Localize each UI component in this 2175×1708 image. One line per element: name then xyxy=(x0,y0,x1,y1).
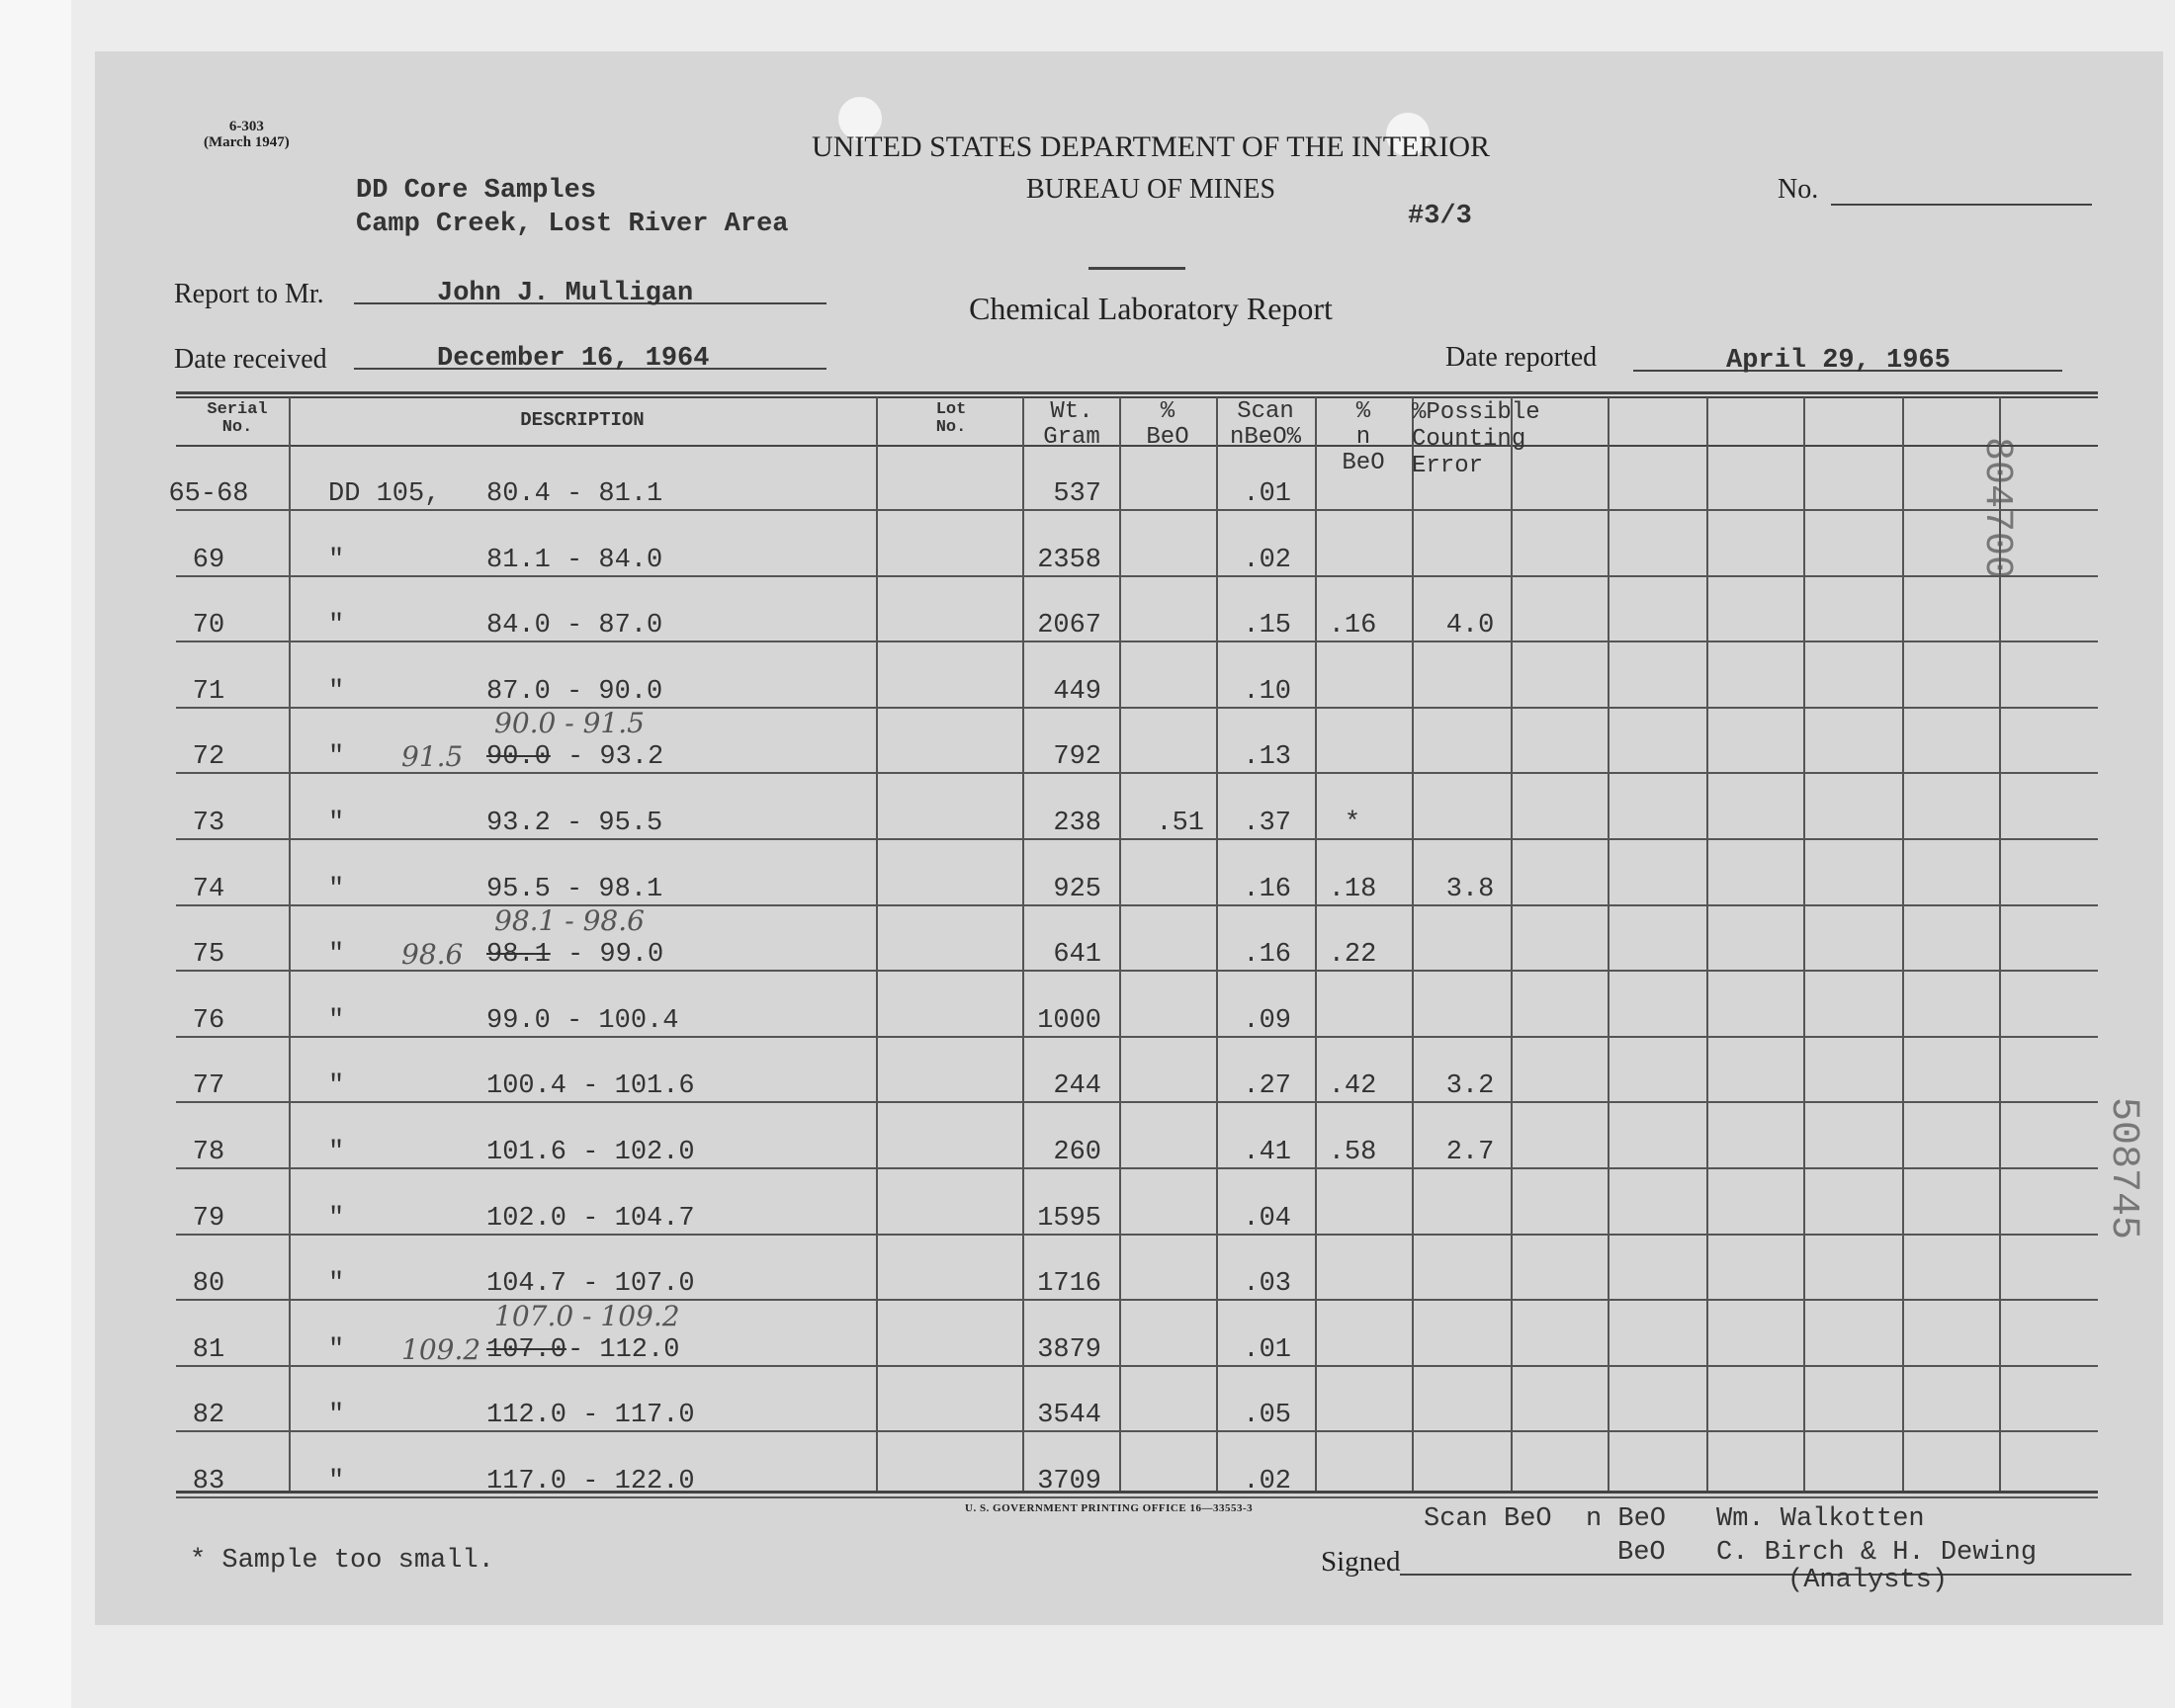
cell-weight: 1716 xyxy=(1037,1269,1101,1299)
cell-hole: " xyxy=(328,809,345,838)
col-header-serial: Serial No. xyxy=(207,400,268,437)
cell-serial: 69 xyxy=(192,546,225,575)
col-header-error: %Possible Counting Error xyxy=(1412,399,1540,479)
table-top-rule xyxy=(176,396,2098,398)
cell-serial: 80 xyxy=(192,1269,225,1299)
cell-range-struck: 98.1 xyxy=(486,940,551,970)
cell-weight: 244 xyxy=(1053,1071,1101,1101)
cell-serial: 65-68 xyxy=(168,479,249,509)
project-line-1: DD Core Samples xyxy=(356,176,597,206)
cell-hole: " xyxy=(328,1138,345,1167)
cell-weight: 641 xyxy=(1053,940,1101,970)
cell-scan: .41 xyxy=(1243,1138,1291,1167)
col-header-beo: % BeO xyxy=(1146,398,1189,451)
row-rule xyxy=(176,904,2098,906)
col-header-nbeo: % n BeO xyxy=(1342,398,1385,476)
row-rule xyxy=(176,1167,2098,1169)
cell-range: 112.0 - 117.0 xyxy=(486,1401,695,1430)
cell-range: 102.0 - 104.7 xyxy=(486,1204,695,1234)
cell-nbeo: .16 xyxy=(1328,611,1377,640)
cell-serial: 79 xyxy=(192,1204,225,1234)
cell-weight: 3709 xyxy=(1037,1467,1101,1496)
cell-range: 104.7 - 107.0 xyxy=(486,1269,695,1299)
cell-scan: .01 xyxy=(1243,479,1291,509)
column-divider xyxy=(1022,397,1024,1491)
cell-hole: " xyxy=(328,1467,345,1496)
report-title: Chemical Laboratory Report xyxy=(969,291,1333,326)
cell-serial: 72 xyxy=(192,742,225,772)
signed-label: Signed xyxy=(1321,1546,1401,1578)
cell-range: 100.4 - 101.6 xyxy=(486,1071,695,1101)
cell-scan: .16 xyxy=(1243,940,1291,970)
cell-range: 99.0 - 100.4 xyxy=(486,1006,679,1036)
cell-scan: .10 xyxy=(1243,677,1291,707)
cell-serial: 75 xyxy=(192,940,225,970)
cell-serial: 82 xyxy=(192,1401,225,1430)
cell-hole: " xyxy=(328,940,345,970)
row-rule xyxy=(176,1430,2098,1432)
col-header-lot: Lot No. xyxy=(935,400,967,437)
cell-scan: .04 xyxy=(1243,1204,1291,1234)
cell-error: 3.8 xyxy=(1445,875,1495,904)
cell-scan: .09 xyxy=(1243,1006,1291,1036)
column-divider xyxy=(1608,397,1610,1491)
row-rule xyxy=(176,1496,2098,1498)
cell-hole: " xyxy=(328,1401,345,1430)
cell-error: 4.0 xyxy=(1445,611,1495,640)
cell-serial: 70 xyxy=(192,611,225,640)
cell-scan: .15 xyxy=(1243,611,1291,640)
cell-serial: 77 xyxy=(192,1071,225,1101)
cell-weight: 3879 xyxy=(1037,1335,1101,1365)
cell-hole: " xyxy=(328,742,345,772)
cell-range: 80.4 - 81.1 xyxy=(486,479,663,509)
cell-scan: .01 xyxy=(1243,1335,1291,1365)
col-header-weight: Wt. Gram xyxy=(1043,398,1100,451)
cell-nbeo: .22 xyxy=(1328,940,1377,970)
analyst-name-1: Wm. Walkotten xyxy=(1716,1504,1925,1534)
cell-weight: 2358 xyxy=(1037,546,1101,575)
cell-hole: " xyxy=(328,1006,345,1036)
project-info xyxy=(356,174,788,241)
column-divider xyxy=(289,397,291,1491)
col-header-scan: Scan nBeO% xyxy=(1229,398,1301,451)
cell-range: - 112.0 xyxy=(567,1335,680,1365)
table-top-rule xyxy=(176,391,2098,394)
cell-hole: " xyxy=(328,875,345,904)
cell-scan: .05 xyxy=(1243,1401,1291,1430)
footnote: * Sample too small. xyxy=(190,1546,494,1576)
row-rule xyxy=(176,1036,2098,1038)
cell-scan: .13 xyxy=(1243,742,1291,772)
cell-range: 93.2 - 95.5 xyxy=(486,809,663,838)
col-header-description: DESCRIPTION xyxy=(520,409,645,431)
cell-range: 87.0 - 90.0 xyxy=(486,677,663,707)
cell-nbeo: .58 xyxy=(1328,1138,1377,1167)
row-rule xyxy=(176,838,2098,840)
cell-range-struck: 90.0 xyxy=(486,742,551,772)
cell-serial: 74 xyxy=(192,875,225,904)
analyst-method-2: n BeO xyxy=(1586,1504,1667,1534)
no-label: No. xyxy=(1778,174,1819,205)
column-divider xyxy=(1216,397,1218,1491)
cell-scan: .02 xyxy=(1243,1467,1291,1496)
cell-range: - 99.0 xyxy=(567,940,664,970)
cell-weight: 260 xyxy=(1053,1138,1101,1167)
signature-line xyxy=(1400,1574,2132,1576)
cell-scan: .02 xyxy=(1243,546,1291,575)
department-heading: UNITED STATES DEPARTMENT OF THE INTERIOR xyxy=(811,130,1491,163)
handwritten-range: 98.1 - 98.6 xyxy=(494,904,645,937)
stamp-top: 804700 xyxy=(1974,437,2019,580)
column-divider xyxy=(1706,397,1708,1491)
project-line-2: Camp Creek, Lost River Area xyxy=(356,210,789,239)
cell-range: - 93.2 xyxy=(567,742,664,772)
no-field xyxy=(1831,204,2092,206)
form-number xyxy=(204,119,290,150)
cell-hole: " xyxy=(328,677,345,707)
date-received-value: December 16, 1964 xyxy=(437,344,710,374)
printing-office: U. S. GOVERNMENT PRINTING OFFICE 16—33553-3 xyxy=(965,1502,1254,1514)
column-divider xyxy=(1511,397,1513,1491)
sheet-number: #3/3 xyxy=(1408,202,1472,231)
column-divider xyxy=(1119,397,1121,1491)
cell-weight: 2067 xyxy=(1037,611,1101,640)
analyst-name-2: C. Birch & H. Dewing xyxy=(1716,1538,2038,1568)
cell-weight: 1000 xyxy=(1037,1006,1101,1036)
cell-serial: 71 xyxy=(192,677,225,707)
cell-weight: 537 xyxy=(1053,479,1101,509)
table-bottom-rule xyxy=(176,1491,2098,1494)
column-divider xyxy=(1999,397,2001,1491)
cell-hole: " xyxy=(328,1335,345,1365)
analyst-method-1: Scan BeO xyxy=(1424,1504,1552,1534)
column-divider xyxy=(1902,397,1904,1491)
cell-weight: 3544 xyxy=(1037,1401,1101,1430)
cell-scan: .37 xyxy=(1243,809,1291,838)
cell-nbeo: * xyxy=(1344,809,1361,838)
cell-error: 3.2 xyxy=(1445,1071,1495,1101)
handwritten-correction: 109.2 xyxy=(401,1333,481,1366)
handwritten-range: 90.0 - 91.5 xyxy=(494,707,645,739)
handwritten-correction: 98.6 xyxy=(401,938,464,971)
cell-serial: 81 xyxy=(192,1335,225,1365)
row-rule xyxy=(176,707,2098,709)
cell-range: 84.0 - 87.0 xyxy=(486,611,663,640)
cell-range: 95.5 - 98.1 xyxy=(486,875,663,904)
form-date: (March 1947) xyxy=(204,134,290,150)
bureau-heading: BUREAU OF MINES xyxy=(1025,174,1276,205)
date-reported-label: Date reported xyxy=(1445,342,1598,373)
cell-error: 2.7 xyxy=(1445,1138,1495,1167)
row-rule xyxy=(176,1101,2098,1103)
cell-hole: " xyxy=(328,546,345,575)
cell-weight: 238 xyxy=(1053,809,1101,838)
cell-range-struck: 107.0 xyxy=(486,1335,567,1365)
cell-serial: 73 xyxy=(192,809,225,838)
cell-beo: .51 xyxy=(1156,809,1204,838)
report-form xyxy=(95,51,2163,1625)
cell-weight: 925 xyxy=(1053,875,1101,904)
handwritten-range: 107.0 - 109.2 xyxy=(494,1300,680,1332)
cell-scan: .16 xyxy=(1243,875,1291,904)
cell-scan: .27 xyxy=(1243,1071,1291,1101)
cell-weight: 449 xyxy=(1053,677,1101,707)
report-to-value: John J. Mulligan xyxy=(437,279,694,308)
cell-serial: 83 xyxy=(192,1467,225,1496)
row-rule xyxy=(176,970,2098,972)
cell-range: 101.6 - 102.0 xyxy=(486,1138,695,1167)
title-rule xyxy=(1088,267,1185,270)
handwritten-correction: 91.5 xyxy=(401,740,464,773)
cell-serial: 76 xyxy=(192,1006,225,1036)
row-rule xyxy=(176,772,2098,774)
cell-hole: " xyxy=(328,1204,345,1234)
row-rule xyxy=(176,1299,2098,1301)
report-to-label: Report to Mr. xyxy=(174,279,324,309)
cell-nbeo: .42 xyxy=(1328,1071,1377,1101)
row-rule xyxy=(176,509,2098,511)
cell-hole: DD 105, xyxy=(328,479,441,509)
row-rule xyxy=(176,1234,2098,1236)
cell-range: 117.0 - 122.0 xyxy=(486,1467,695,1496)
cell-range: 81.1 - 84.0 xyxy=(486,546,663,575)
column-divider xyxy=(876,397,878,1491)
column-divider xyxy=(1803,397,1805,1491)
cell-serial: 78 xyxy=(192,1138,225,1167)
stamp-side: 508745 xyxy=(2101,1097,2145,1240)
cell-hole: " xyxy=(328,1269,345,1299)
scan-margin xyxy=(0,0,71,1708)
form-code: 6-303 xyxy=(228,119,264,134)
date-reported-value: April 29, 1965 xyxy=(1726,346,1951,376)
cell-scan: .03 xyxy=(1243,1269,1291,1299)
date-received-label: Date received xyxy=(174,344,327,375)
column-divider xyxy=(1412,397,1414,1491)
row-rule xyxy=(176,640,2098,642)
row-rule xyxy=(176,575,2098,577)
cell-weight: 1595 xyxy=(1037,1204,1101,1234)
cell-nbeo: .18 xyxy=(1328,875,1377,904)
cell-weight: 792 xyxy=(1053,742,1101,772)
analysts-role: (Analysts) xyxy=(1787,1566,1949,1595)
cell-hole: " xyxy=(328,611,345,640)
analyst-method-3: BeO xyxy=(1617,1538,1666,1568)
cell-hole: " xyxy=(328,1071,345,1101)
